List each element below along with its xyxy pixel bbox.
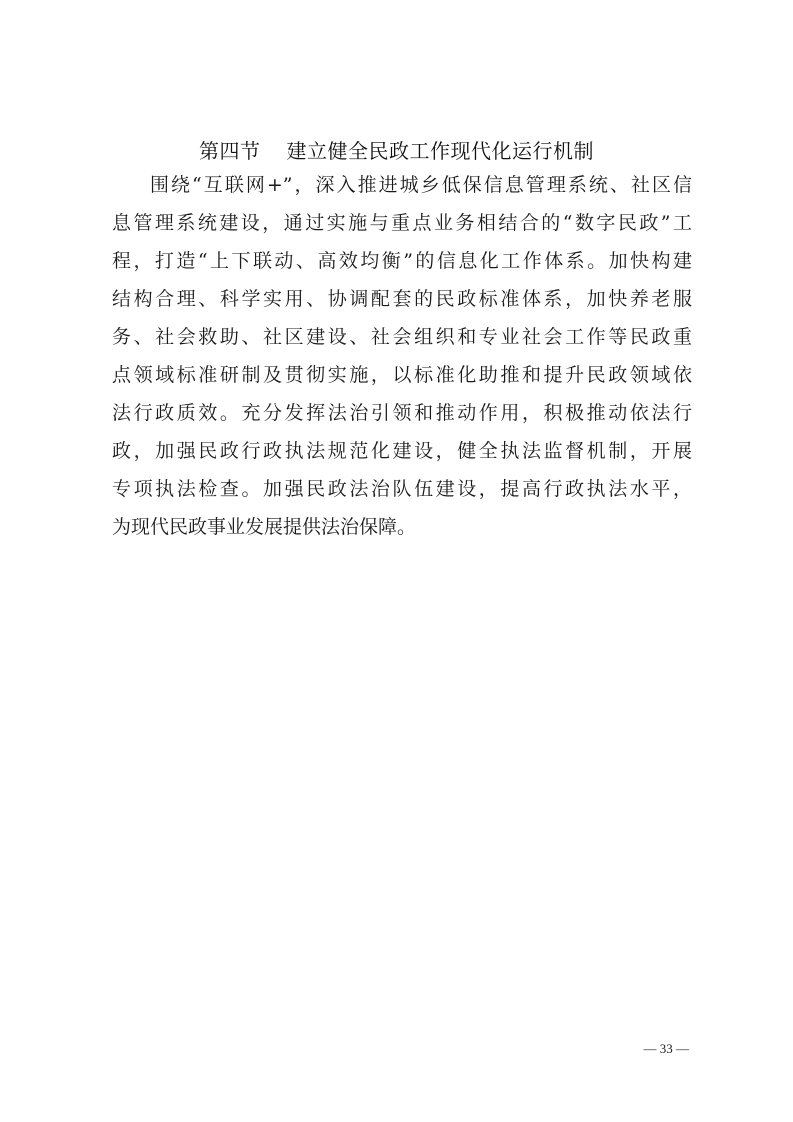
page-number: — 33 — — [643, 1041, 689, 1056]
section-title — [0, 135, 793, 167]
paragraph-line: 结构合理、科学实用、协调配套的民政标准体系，加快养老服 — [112, 288, 692, 310]
paragraph-line: 围绕“互联网+”，深入推进城乡低保信息管理系统、社区信 — [150, 174, 692, 196]
paragraph-line: 务、社会救助、社区建设、社会组织和专业社会工作等民政重 — [112, 326, 692, 348]
paragraph-line: 专项执法检查。加强民政法治队伍建设，提高行政执法水平， — [112, 478, 692, 500]
paragraph-line: 法行政质效。充分发挥法治引领和推动作用，积极推动依法行 — [112, 402, 692, 424]
paragraph-line: 息管理系统建设，通过实施与重点业务相结合的“数字民政”工 — [112, 212, 692, 234]
section-heading: 建立健全民政工作现代化运行机制 — [286, 138, 594, 163]
paragraph-line: 政，加强民政行政执法规范化建设，健全执法监督机制，开展 — [112, 440, 692, 462]
body-paragraph — [112, 166, 692, 546]
paragraph-line: 点领域标准研制及贯彻实施，以标准化助推和提升民政领域依 — [112, 364, 692, 386]
paragraph-line: 为现代民政事业发展提供法治保障。 — [112, 516, 417, 538]
section-number: 第四节 — [199, 138, 261, 163]
paragraph-line: 程，打造“上下联动、高效均衡”的信息化工作体系。加快构建 — [112, 250, 692, 272]
